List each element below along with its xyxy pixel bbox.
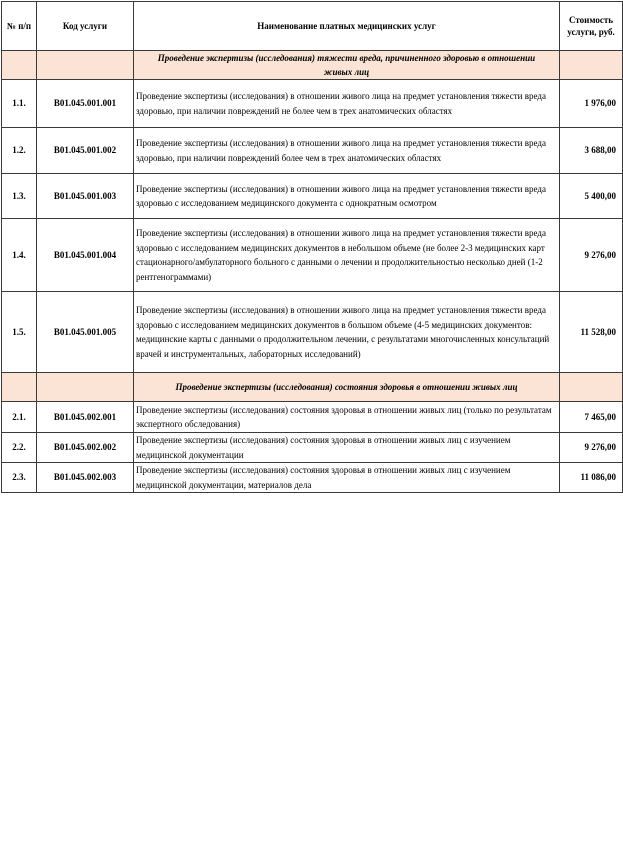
table-header-row [2,2,623,51]
section-empty-cell [2,373,37,402]
row-code: B01.045.002.001 [37,402,134,433]
section-empty-cell [560,51,623,80]
row-description: Проведение экспертизы (исследования) в отношении живого лица на предмет установления тяжести вреда здоровью с исследованием медицинских документов в большом объеме (4-5 медицинских документов: медицинские карты с данными о продолжительном лечении, с результатами многочисленных консультаций врачей и инструментальных, лабораторных исследований) [134,292,560,373]
row-description: Проведение экспертизы (исследования) состояния здоровья в отношении живых лиц с изучением медицинской документации, материалов дела [134,463,560,493]
row-price: 9 276,00 [560,219,623,292]
row-num: 1.3. [2,174,37,219]
section-row [2,51,623,80]
header-price: Стоимость услуги, руб. [560,2,623,51]
row-price: 9 276,00 [560,433,623,463]
row-code: B01.045.001.005 [37,292,134,373]
table-row [2,80,623,128]
table-row [2,128,623,174]
row-price: 7 465,00 [560,402,623,433]
table-row [2,463,623,493]
row-description: Проведение экспертизы (исследования) в отношении живого лица на предмет установления тяжести вреда здоровью, при наличии повреждений не более чем в трех анатомических областях [134,80,560,128]
section-title: Проведение экспертизы (исследования) тяжести вреда, причиненного здоровью в отношении живых лиц [134,51,560,80]
section-title: Проведение экспертизы (исследования) состояния здоровья в отношении живых лиц [134,373,560,402]
table-row [2,219,623,292]
row-code: B01.045.001.004 [37,219,134,292]
row-code: B01.045.001.002 [37,128,134,174]
table-row [2,402,623,433]
row-code: B01.045.002.002 [37,433,134,463]
row-num: 1.4. [2,219,37,292]
row-price: 11 528,00 [560,292,623,373]
section-empty-cell [37,373,134,402]
row-num: 1.1. [2,80,37,128]
section-empty-cell [2,51,37,80]
section-empty-cell [37,51,134,80]
row-description: Проведение экспертизы (исследования) в отношении живого лица на предмет установления тяжести вреда здоровью с исследованием медицинского документа с однократным осмотром [134,174,560,219]
row-description: Проведение экспертизы (исследования) состояния здоровья в отношении живых лиц с изучением медицинской документации [134,433,560,463]
row-code: B01.045.001.001 [37,80,134,128]
row-description: Проведение экспертизы (исследования) в отношении живого лица на предмет установления тяжести вреда здоровью, при наличии повреждений более чем в трех анатомических областях [134,128,560,174]
row-price: 3 688,00 [560,128,623,174]
row-description: Проведение экспертизы (исследования) в отношении живого лица на предмет установления тяжести вреда здоровью с исследованием медицинских документов в небольшом объеме (не более 2-3 медицинских карт стационарного/амбулаторного больного с данными о лечении и продолжительностью несколько дней (1-2 рентгенограммами) [134,219,560,292]
row-num: 2.2. [2,433,37,463]
row-code: B01.045.001.003 [37,174,134,219]
price-list-table [1,1,623,493]
row-num: 2.1. [2,402,37,433]
table-row [2,292,623,373]
header-code: Код услуги [37,2,134,51]
row-num: 1.2. [2,128,37,174]
table-row [2,174,623,219]
table-row [2,433,623,463]
row-price: 5 400,00 [560,174,623,219]
section-empty-cell [560,373,623,402]
row-num: 1.5. [2,292,37,373]
row-description: Проведение экспертизы (исследования) состояния здоровья в отношении живых лиц (только по результатам экспертного обследования) [134,402,560,433]
header-name: Наименование платных медицинских услуг [134,2,560,51]
section-row [2,373,623,402]
row-price: 1 976,00 [560,80,623,128]
row-price: 11 086,00 [560,463,623,493]
row-code: B01.045.002.003 [37,463,134,493]
row-num: 2.3. [2,463,37,493]
header-num: № п/п [2,2,37,51]
